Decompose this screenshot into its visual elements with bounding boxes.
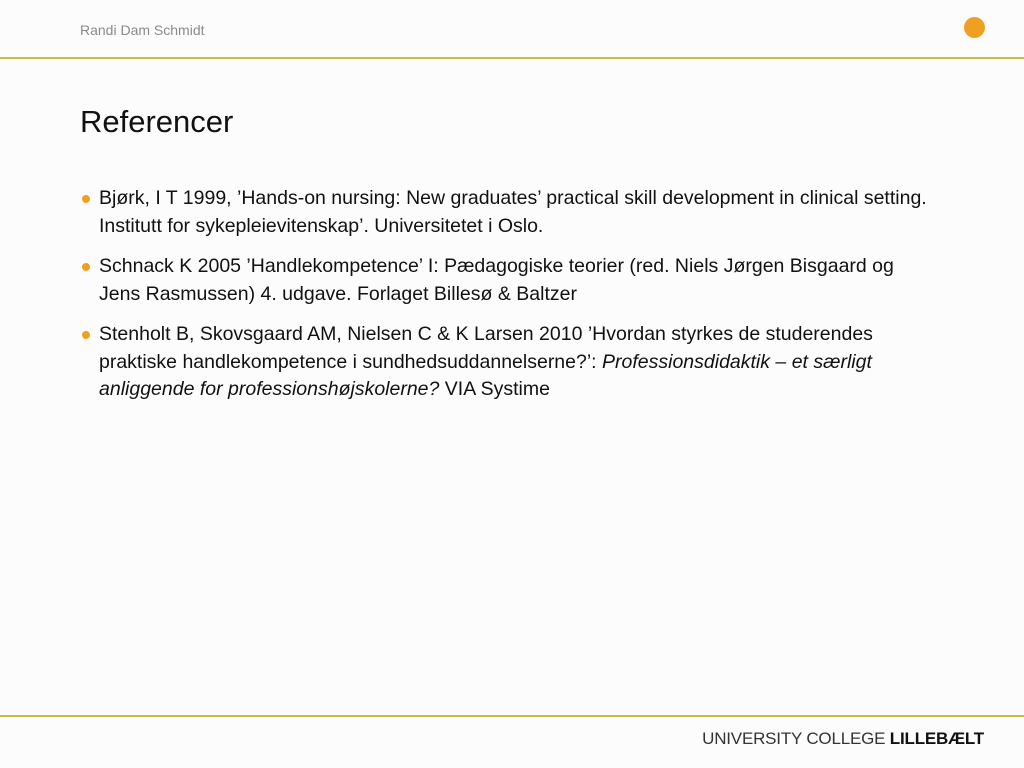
reference-book-title: Professionsdidaktik – et særligt anliggende for professionshøjskolerne? <box>99 350 872 400</box>
accent-dot <box>964 17 985 38</box>
bullet-icon <box>82 195 90 203</box>
reference-list <box>80 185 930 417</box>
slide-title: Referencer <box>80 104 234 139</box>
reference-item <box>80 321 930 404</box>
bottom-divider <box>0 715 1024 717</box>
university-logo <box>702 729 984 749</box>
reference-text: Bjørk, I T 1999, ’Hands-on nursing: New graduates’ practical skill development in clinical setting. Institutt for sykepleievitenskap’. Universitetet i Oslo. <box>99 187 927 237</box>
reference-item <box>80 185 930 240</box>
reference-text: Schnack K 2005 ’Handlekompetence’ I: Pædagogiske teorier (red. Niels Jørgen Bisgaard og Jens Rasmussen) 4. udgave. Forlaget Billesø & Baltzer <box>99 255 894 305</box>
reference-publisher: VIA Systime <box>439 378 550 400</box>
bullet-icon <box>82 263 90 271</box>
author-name: Randi Dam Schmidt <box>80 22 205 38</box>
bullet-icon <box>82 331 90 339</box>
reference-item <box>80 253 930 308</box>
top-divider <box>0 57 1024 59</box>
logo-text-light: UNIVERSITY COLLEGE <box>702 729 890 748</box>
logo-text-bold: LILLEBÆLT <box>889 729 984 748</box>
reference-text: Stenholt B, Skovsgaard AM, Nielsen C & K Larsen 2010 ’Hvordan styrkes de studerendes praktiske handlekompetence i sundhedsuddannelserne?’: <box>99 323 873 373</box>
